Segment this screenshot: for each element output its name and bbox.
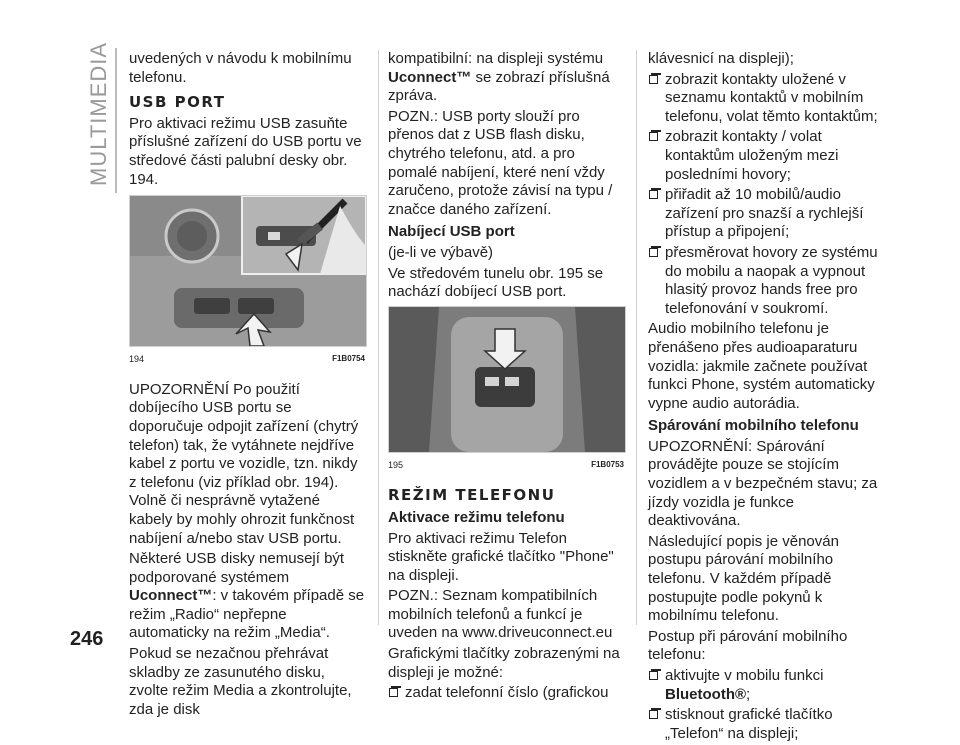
list-item: přiřadit až 10 mobilů/audio zařízení pro snazší a rychlejší přístup a připojení; [648, 186, 884, 242]
figure-195 [388, 306, 626, 453]
figure-caption: 194 F1B0754 [129, 354, 365, 365]
list-item: aktivujte v mobilu funkci Bluetooth®; [648, 667, 884, 704]
figure-caption: 195 F1B0753 [388, 459, 624, 470]
column-divider [636, 50, 637, 625]
heading-aktivace: Aktivace režimu telefonu [388, 508, 565, 526]
tunnel-usb-photo [389, 307, 625, 452]
paragraph: klávesnicí na displeji); [648, 50, 794, 67]
paragraph: (je-li ve výbavě) [388, 243, 494, 261]
heading-rezim-telefonu: REŽIM TELEFONU [388, 486, 556, 505]
paragraph: UPOZORNĚNÍ Po použití dobíjecího USB portu se doporučuje odpojit zařízení (chytrý telefon) tak, že vytáhnete nejdříve kabel z portu ve vozidle, tzn. nikdy z telefonu (viz příklad obr. 194). Volně či nesprávně vytažené kabely by mohly ohrozit funkčnost nabíjení a/nebo stav USB portu. [129, 380, 359, 547]
paragraph: kompatibilní: na displeji systému Uconnect™ se zobrazí příslušná zpráva. [388, 50, 610, 105]
paragraph: Některé USB disky nemusejí být podporované systémem Uconnect™: v takovém případě se režim „Radio“ nepřepne automaticky na režim „Media“. [129, 550, 365, 642]
column-divider [378, 50, 379, 625]
list-item: zobrazit kontakty / volat kontaktům uloženým mezi posledními hovory; [648, 128, 884, 184]
section-divider [115, 48, 117, 193]
paragraph: Grafickými tlačítky zobrazenými na displeji je možné: [388, 645, 620, 681]
page-number: 246 [70, 628, 104, 650]
list-item: přesměrovat hovory ze systému do mobilu a naopak a vypnout hlasitý provoz hands free pro telefonování v soukromí. [648, 244, 884, 318]
paragraph: Postup při párování mobilního telefonu: [648, 627, 848, 664]
list-item: stisknout grafické tlačítko „Telefon“ na displeji; [648, 706, 884, 743]
paragraph: Audio mobilního telefonu je přenášeno přes audioaparaturu vozidla: jakmile začnete používat funkci Phone, systém automaticky vypne audio autorádia. [648, 320, 875, 412]
heading-usb-port: USB PORT [129, 93, 226, 112]
column-3 [648, 50, 884, 745]
column-1 [129, 50, 365, 721]
paragraph: Pro aktivaci režimu Telefon stiskněte grafické tlačítko "Phone" na displeji. [388, 529, 614, 584]
paragraph: Ve středovém tunelu obr. 195 se nachází dobíjecí USB port. [388, 264, 604, 301]
list-item: zadat telefonní číslo (grafickou [388, 684, 624, 703]
heading-nabijeci-usb-port: Nabíjecí USB port [388, 223, 515, 241]
figure-194 [129, 195, 367, 347]
paragraph: Pokud se nezačnou přehrávat skladby ze zasunutého disku, zvolte režim Media a zkontrolujte, zda je disk [129, 645, 352, 718]
heading-sparovani: Spárování mobilního telefonu [648, 417, 859, 435]
paragraph: POZN.: Seznam kompatibilních mobilních telefonů a funkcí je uveden na www.driveuconnect.eu [388, 587, 613, 642]
list-item: zobrazit kontakty uložené v seznamu kontaktů v mobilním telefonu, volat těmto kontaktům; [648, 71, 884, 127]
paragraph: Pro aktivaci režimu USB zasuňte příslušné zařízení do USB portu ve středové části palubní desky obr. 194. [129, 114, 362, 188]
column-2 [388, 50, 624, 705]
paragraph: UPOZORNĚNÍ: Spárování provádějte pouze se stojícím vozidlem a v bezpečném stavu; za jízdy vozidla je funkce deaktivována. [648, 437, 878, 530]
usb-port-photo [130, 196, 366, 346]
paragraph: uvedených v návodu k mobilnímu telefonu. [129, 50, 352, 86]
section-title: MULTIMEDIA [86, 41, 111, 186]
paragraph: POZN.: USB porty slouží pro přenos dat z USB flash disku, chytrého telefonu, atd. a pro pomalé nabíjení, které není vždy zaručeno, protože závisí na typu / značce daného zařízení. [388, 107, 613, 218]
paragraph: Následující popis je věnován postupu párování mobilního telefonu. V každém případě postupujte podle pokynů k mobilnímu telefonu. [648, 532, 839, 625]
